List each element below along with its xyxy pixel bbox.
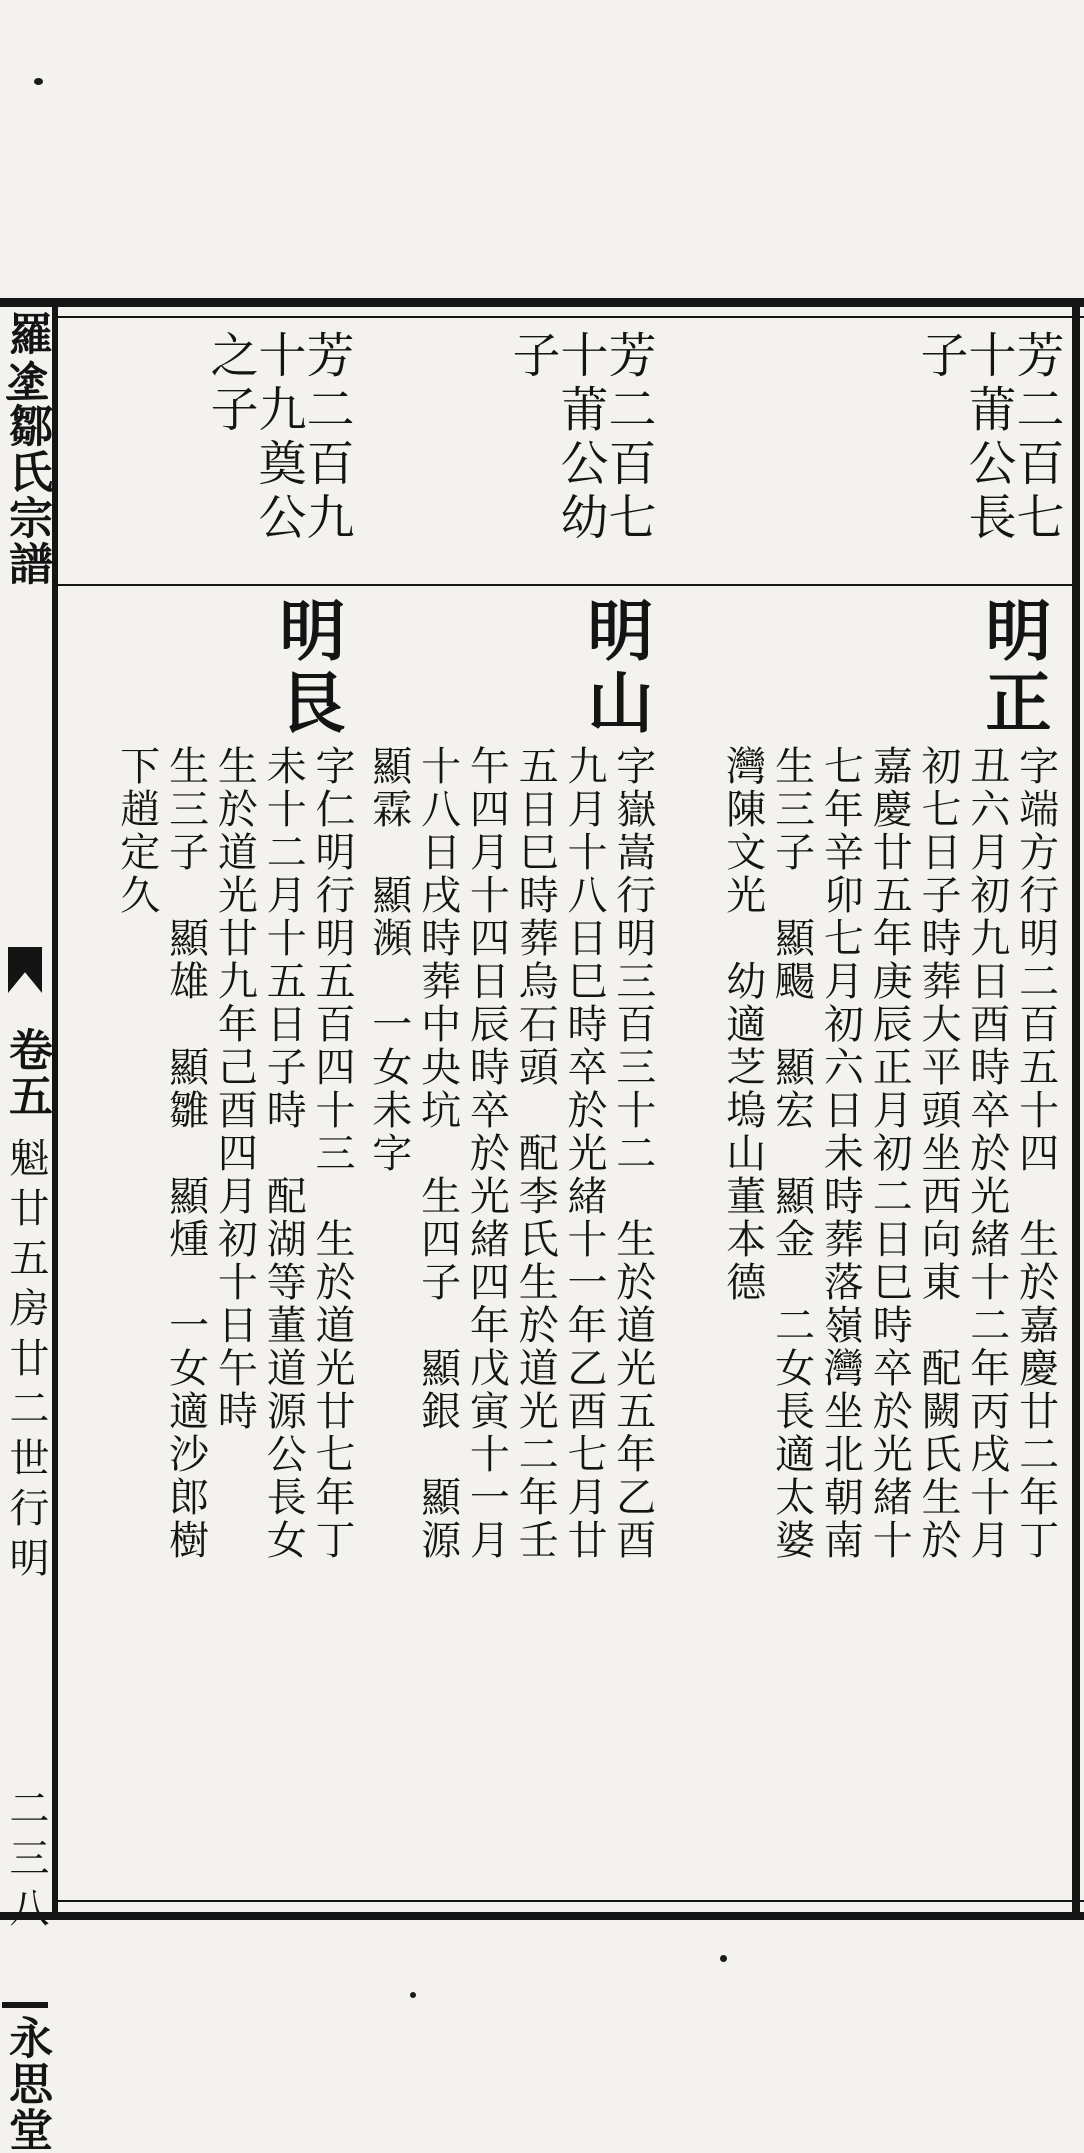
book-title: 羅𡍼鄒氏宗譜 [1,311,52,587]
entry-name-ming-gen: 明艮 [268,596,346,740]
fishtail-mark [8,947,42,993]
register-divider-rule [58,584,1072,586]
hall-name: 永思堂 [1,2015,52,2153]
spine-column [0,307,52,2153]
ink-speck [720,1955,727,1962]
ink-speck [410,1992,416,1998]
entry-body-ming-gen: 字仁明行明五百四十三 生於道光廿七年丁 未十二月十五日子時 配湖等董道源公長女 生於道光廿九年己酉四月初十日午時 生三子 顯雄 顯雛 顯煄 一女適沙郎樹 下趙定久 [113,745,355,1562]
frame-bottom-rule [0,1912,1084,1920]
volume-label: 卷五 [1,1027,52,1119]
page-number: 二三八 [3,1787,49,1937]
parentage-note-ming-shan: 芳二百七 十莆公幼 子 [504,330,656,546]
spine-lower-bar [2,2002,48,2008]
parentage-note-ming-gen: 芳二百九 十九奠公 之子 [202,330,354,546]
entry-body-ming-zheng: 字端方行明二百五十四 生於嘉慶廿二年丁 丑六月初九日酉時卒於光緒十二年丙戌十月 初七日子時葬大平頭坐西向東 配闕氏生於 嘉慶廿五年庚辰正月初二日巳時卒於光緒十 七年辛卯七月初六日未時葬落嶺灣坐北朝南 生三子 顯颺 顯宏 顯金 二女長適太婆 灣陳文光 幼適芝塢山董本德 [719,745,1059,1562]
section-label: 魁廿五房廿二世行明 [3,1137,49,1587]
entry-body-ming-shan: 字嶽嵩行明三百三十二 生於道光五年乙酉 九月十八日巳時卒於光緒十一年乙酉七月廿 五日巳時葬烏石頭 配李氏生於道光二年壬 午四月十四日辰時卒於光緒四年戊寅十一月 十八日戌時葬中央坑 生四子 顯銀 顯源 顯霖 顯瀕 一女未字 [365,745,656,1562]
parentage-note-ming-zheng: 芳二百七 十莆公長 子 [912,330,1064,546]
frame-bottom-inner-rule [58,1900,1084,1902]
entry-name-ming-zheng: 明正 [974,596,1052,740]
frame-top-inner-rule [58,316,1084,318]
frame-top-rule [0,298,1084,307]
spine-border-rule [52,298,58,1920]
entry-name-ming-shan: 明山 [576,596,654,740]
frame-right-rule [1072,298,1080,1920]
ink-speck [34,78,43,85]
